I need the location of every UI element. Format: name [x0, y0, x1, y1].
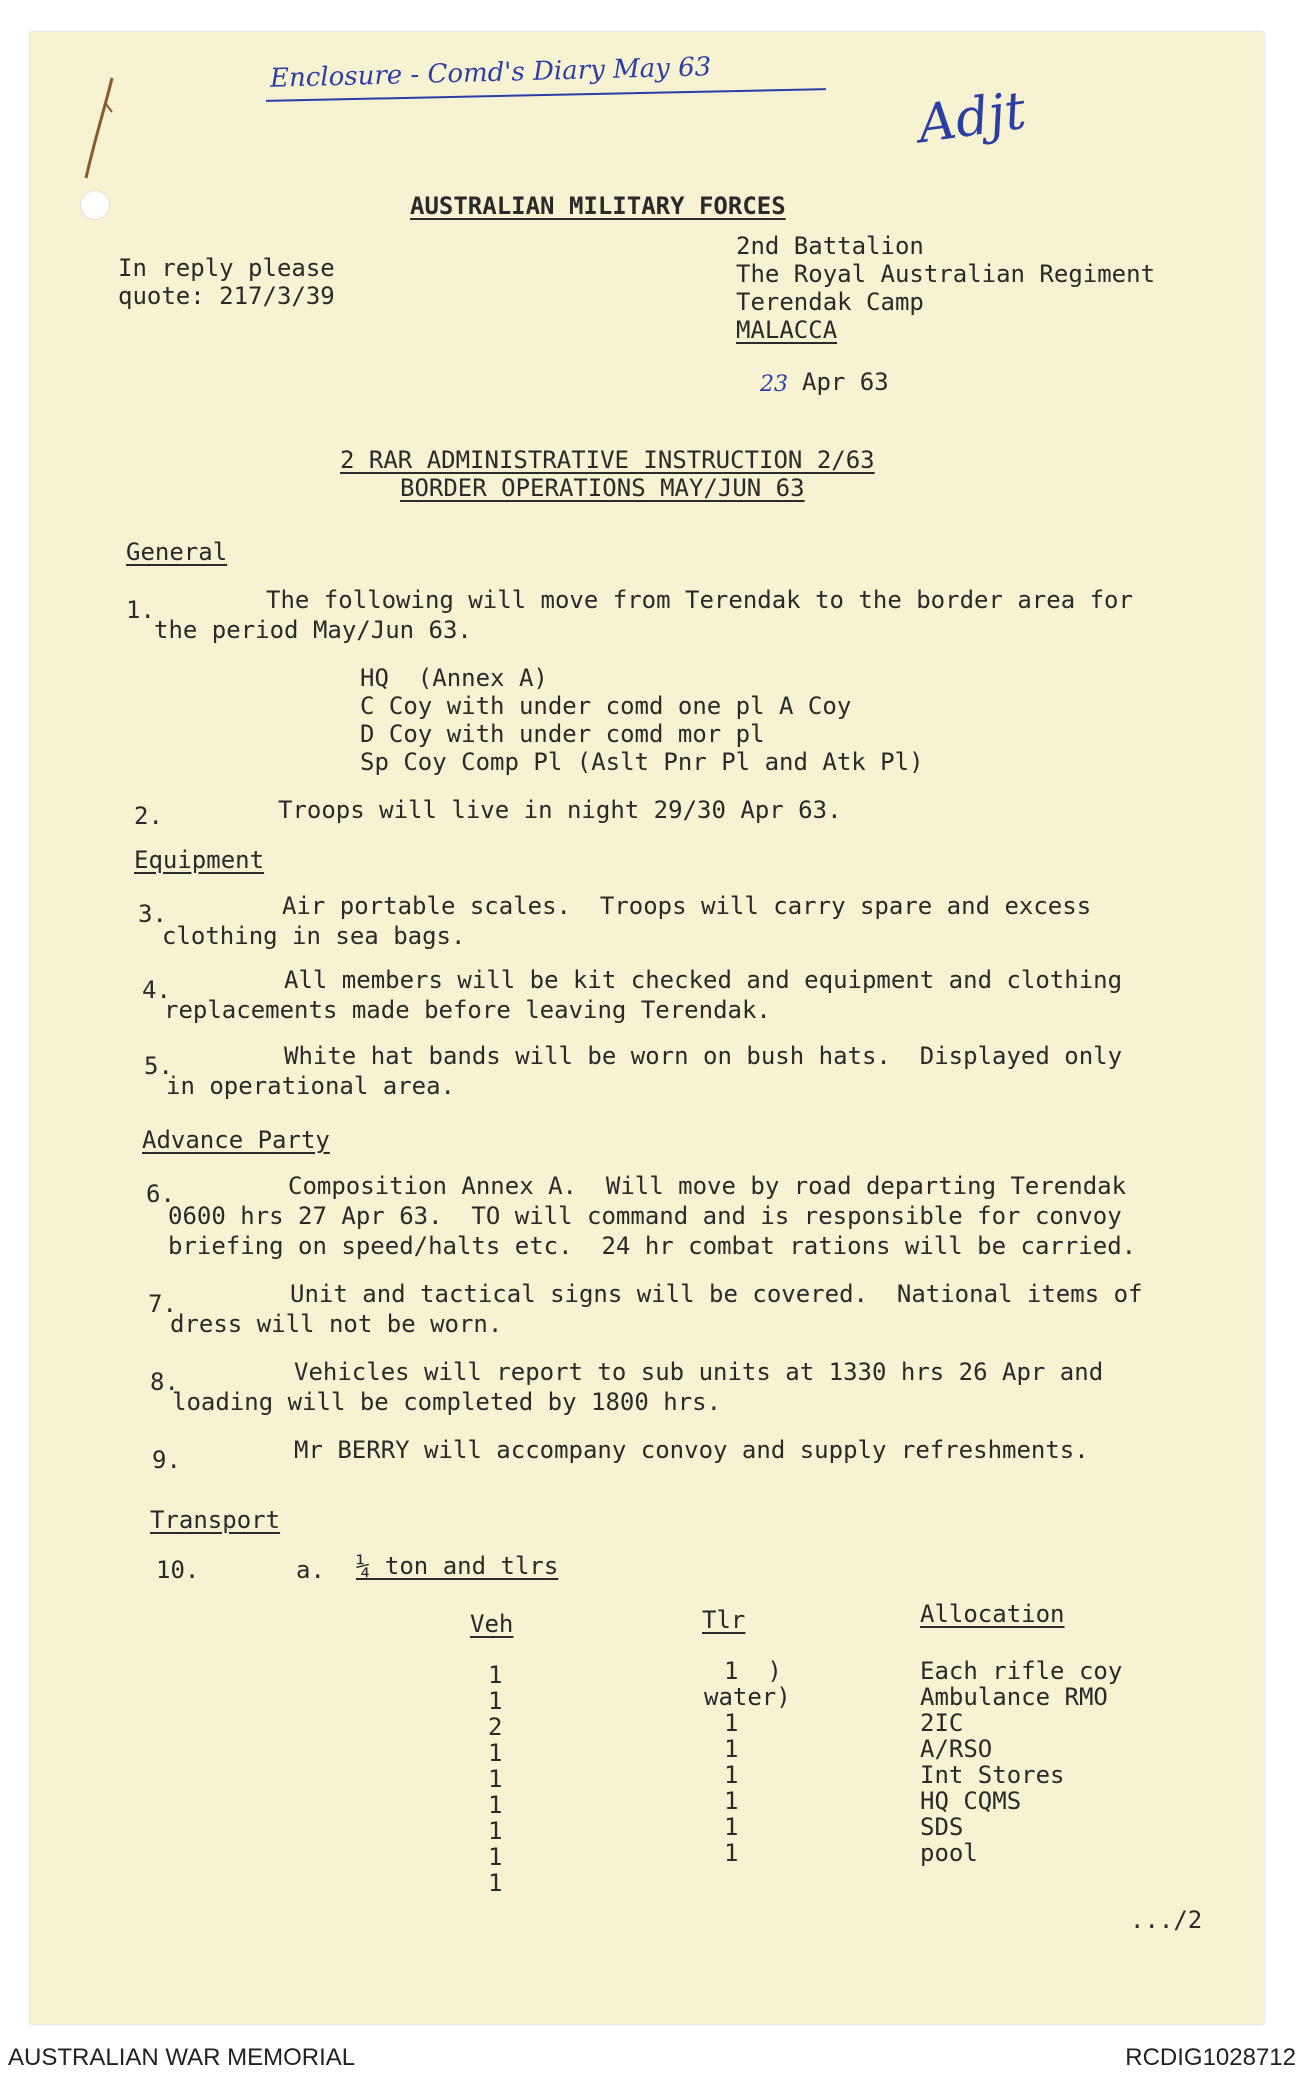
para-number: 2.: [134, 802, 163, 830]
para-5-line-1: White hat bands will be worn on bush hats. Displayed only: [284, 1042, 1123, 1070]
para-number: 10.: [156, 1556, 200, 1584]
section-heading-transport: Transport: [150, 1506, 281, 1534]
reply-line-1: In reply please: [118, 254, 335, 282]
allocation-cell: Ambulance RMO: [920, 1683, 1108, 1711]
veh-cell: 1: [488, 1843, 503, 1871]
para-1-list-item: C Coy with under comd one pl A Coy: [360, 692, 852, 720]
tlr-cell: water): [704, 1683, 791, 1711]
reply-line-2: quote: 217/3/39: [118, 282, 335, 310]
allocation-cell: SDS: [920, 1813, 964, 1841]
table-column-tlr: [704, 1658, 791, 1866]
tlr-cell: 1: [724, 1787, 739, 1815]
para-10-sub-a: a.: [296, 1556, 325, 1584]
allocation-cell: Each rifle coy: [920, 1657, 1123, 1685]
document-page: [30, 32, 1264, 2024]
tlr-cell: 1: [724, 1709, 739, 1737]
veh-cell: 1: [488, 1661, 503, 1689]
section-heading-general: General: [126, 538, 228, 566]
para-number: 1.: [126, 596, 155, 624]
para-6-line-3: briefing on speed/halts etc. 24 hr combat rations will be carried.: [168, 1232, 1137, 1260]
para-4-line-1: All members will be kit checked and equipment and clothing: [284, 966, 1123, 994]
para-6-line-1: Composition Annex A. Will move by road departing Terendak: [288, 1172, 1127, 1200]
para-7-line-1: Unit and tactical signs will be covered. National items of: [290, 1280, 1143, 1308]
tlr-cell: 1: [724, 1839, 739, 1867]
table-header-tlr: Tlr: [702, 1606, 746, 1634]
para-number: 3.: [138, 900, 167, 928]
para-1-line-2: the period May/Jun 63.: [154, 616, 472, 644]
punch-hole: [80, 190, 110, 220]
para-3-line-2: clothing in sea bags.: [162, 922, 466, 950]
footer-archive-name: AUSTRALIAN WAR MEMORIAL: [8, 2044, 356, 2071]
para-2-line-1: Troops will live in night 29/30 Apr 63.: [278, 796, 842, 824]
handwritten-date-digits: 23: [760, 372, 788, 397]
tlr-cell: 1: [724, 1735, 739, 1763]
para-number: 4.: [142, 976, 171, 1004]
para-number: 8.: [150, 1368, 179, 1396]
allocation-cell: 2IC: [920, 1709, 964, 1737]
para-number: 6.: [146, 1180, 175, 1208]
veh-cell: 1: [488, 1739, 503, 1767]
para-number: 9.: [152, 1446, 181, 1474]
unit-line-1: 2nd Battalion: [736, 232, 924, 260]
para-number: 7.: [148, 1290, 177, 1318]
table-column-veh: [488, 1662, 502, 1896]
section-heading-advance-party: Advance Party: [142, 1126, 330, 1154]
para-1-list-item: HQ (Annex A): [360, 664, 548, 692]
instruction-title-line-2: BORDER OPERATIONS MAY/JUN 63: [400, 474, 805, 502]
letter-date: Apr 63: [802, 368, 889, 396]
para-1-list-item: Sp Coy Comp Pl (Aslt Pnr Pl and Atk Pl): [360, 748, 924, 776]
para-7-line-2: dress will not be worn.: [170, 1310, 503, 1338]
tlr-cell: 1: [724, 1813, 739, 1841]
para-8-line-1: Vehicles will report to sub units at 1330 hrs 26 Apr and: [294, 1358, 1104, 1386]
table-header-allocation: Allocation: [920, 1600, 1065, 1628]
veh-cell: 1: [488, 1791, 503, 1819]
para-1-list-item: D Coy with under comd mor pl: [360, 720, 765, 748]
para-3-line-1: Air portable scales. Troops will carry spare and excess: [282, 892, 1092, 920]
table-column-allocation: [920, 1658, 1122, 1866]
handwritten-enclosure-note: Enclosure - Comd's Diary May 63: [269, 52, 712, 94]
footer-record-id: RCDIG1028712: [1125, 2044, 1296, 2071]
page-continuation: .../2: [1130, 1906, 1203, 1934]
allocation-cell: A/RSO: [920, 1735, 993, 1763]
veh-cell: 1: [488, 1869, 503, 1897]
para-4-line-2: replacements made before leaving Terendak.: [164, 996, 771, 1024]
unit-line-4: MALACCA: [736, 316, 838, 344]
allocation-cell: Int Stores: [920, 1761, 1065, 1789]
veh-cell: 1: [488, 1687, 503, 1715]
tlr-cell: 1: [724, 1761, 739, 1789]
veh-cell: 2: [488, 1713, 503, 1741]
para-6-line-2: 0600 hrs 27 Apr 63. TO will command and is responsible for convoy: [168, 1202, 1122, 1230]
instruction-title-line-1: 2 RAR ADMINISTRATIVE INSTRUCTION 2/63: [340, 446, 875, 474]
letterhead-title: AUSTRALIAN MILITARY FORCES: [410, 192, 786, 220]
para-number: 5.: [144, 1052, 173, 1080]
veh-cell: 1: [488, 1765, 503, 1793]
table-header-veh: Veh: [470, 1610, 514, 1638]
para-5-line-2: in operational area.: [166, 1072, 455, 1100]
handwritten-adjt-initials: Adjt: [914, 80, 1030, 156]
para-9-line-1: Mr BERRY will accompany convoy and supply refreshments.: [294, 1436, 1089, 1464]
section-heading-equipment: Equipment: [134, 846, 265, 874]
unit-line-3: Terendak Camp: [736, 288, 924, 316]
veh-cell: 1: [488, 1817, 503, 1845]
unit-line-2: The Royal Australian Regiment: [736, 260, 1156, 288]
para-1-line-1: The following will move from Terendak to the border area for: [266, 586, 1133, 614]
para-8-line-2: loading will be completed by 1800 hrs.: [172, 1388, 722, 1416]
pin-mark-icon: [82, 74, 116, 184]
tlr-cell: 1 ): [724, 1657, 782, 1685]
allocation-cell: pool: [920, 1839, 978, 1867]
allocation-cell: HQ CQMS: [920, 1787, 1022, 1815]
para-10-heading: ¼ ton and tlrs: [356, 1552, 559, 1580]
